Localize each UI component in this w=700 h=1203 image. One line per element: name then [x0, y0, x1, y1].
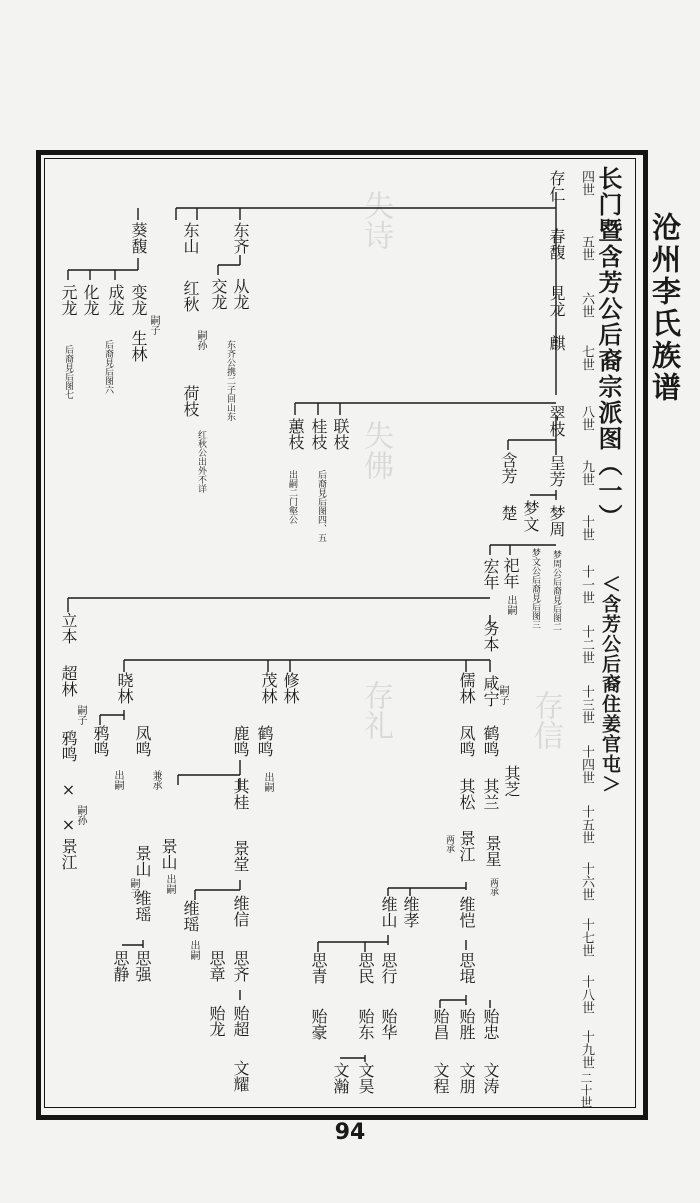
tag-ward: 嗣子	[148, 315, 159, 335]
book-title: 沧州李氏族谱	[648, 212, 682, 404]
person-fengming: 凤鸣	[457, 725, 476, 757]
person-jingtang: 景堂	[231, 840, 250, 872]
person-bianlong: 变龙	[129, 284, 148, 316]
person-lianzhi: 联枝	[331, 418, 350, 450]
tag-chuji: 出嗣	[164, 874, 175, 894]
person-rulin: 儒林	[457, 672, 476, 704]
person-yuanlong: 元龙	[59, 284, 78, 316]
person-huizhi: 蕙枝	[286, 418, 305, 450]
person-heming: 鹤鸣	[481, 725, 500, 757]
note-hongqiu: 红秋公出外不详	[196, 430, 206, 493]
note-tu7: 后裔見后图七	[63, 345, 73, 399]
person-hualong: 化龙	[81, 284, 100, 316]
note-chuji: 出嗣二门壑公	[287, 470, 297, 524]
generation-label: 二十世	[579, 1072, 593, 1108]
person-jingjiang-left: 景江	[59, 838, 78, 870]
person-yichao: 贻超	[231, 1005, 250, 1037]
person-siqing: 思青	[309, 952, 328, 984]
note-tu6: 后裔見后图六	[103, 340, 113, 394]
person-wenyao: 文耀	[231, 1060, 250, 1092]
person-kuifu: 葵馥	[129, 222, 148, 254]
generation-label: 十二世	[579, 625, 594, 664]
person-weixin: 维信	[231, 895, 250, 927]
person-qi: 麒	[547, 335, 566, 351]
person-weikai: 维恺	[457, 896, 476, 928]
person-cuizhi: 翠枝	[547, 405, 566, 437]
person-sikun: 思堒	[457, 952, 476, 984]
person-liben: 立本	[59, 612, 78, 644]
person-wenhao: 文昊	[356, 1062, 375, 1094]
bleed-through: 存礼	[358, 680, 393, 740]
person-chaolin: 超林	[59, 665, 78, 697]
tag-ward-grandson: 嗣孙	[75, 805, 86, 825]
bleed-through: 失诗	[358, 190, 393, 250]
person-qisong: 其松	[457, 778, 476, 810]
person-wenyu: 文瀚	[331, 1062, 350, 1094]
generation-label: 八世	[579, 405, 594, 431]
person-qigui: 其桂	[231, 778, 250, 810]
person-cunren: 存仁	[547, 170, 566, 202]
bleed-through: 失佛	[358, 420, 393, 480]
person-hongnian: 宏年	[481, 558, 500, 590]
person-unknown: ×	[59, 780, 78, 799]
person-sizhang: 思章	[207, 950, 226, 982]
generation-label: 十三世	[579, 685, 594, 724]
person-jingxing: 景星	[483, 835, 502, 867]
person-yichang: 贻昌	[431, 1008, 450, 1040]
generation-label: 七世	[579, 345, 594, 371]
person-jingjiang: 景江	[457, 830, 476, 862]
person-sixing: 思行	[379, 952, 398, 984]
generation-label: 九世	[579, 460, 594, 486]
generation-label: 十六世	[579, 862, 594, 901]
tag-chuji: 出嗣	[112, 770, 123, 790]
person-sijing: 思静	[111, 950, 130, 982]
chart-subtitle: ＜含芳公后裔住姜官屯＞	[599, 574, 621, 794]
person-jingshan2: 景山	[159, 838, 178, 870]
generation-label: 十九世	[579, 1030, 594, 1069]
person-yihao: 贻豪	[309, 1008, 328, 1040]
person-yaming2: 鸦鸣	[91, 725, 110, 757]
generation-label: 六世	[579, 292, 594, 318]
person-hongqiu: 红秋	[181, 280, 200, 312]
person-weixiao: 维孝	[401, 896, 420, 928]
person-siqi: 思齐	[231, 950, 250, 982]
generation-label: 十五世	[579, 805, 594, 844]
person-yisheng: 贻胜	[457, 1008, 476, 1040]
person-wencheng: 文程	[431, 1062, 450, 1094]
person-weiyao: 维瑶	[133, 890, 152, 922]
person-fengming-left: 凤鸣	[133, 725, 152, 757]
note-tu45: 后裔見后图四、五	[316, 470, 326, 542]
generation-label: 十一世	[579, 565, 594, 604]
tag-ward-grandson: 嗣孙	[195, 330, 206, 350]
person-heming-left: 鹤鸣	[255, 725, 274, 757]
person-yihua: 贻华	[379, 1008, 398, 1040]
person-chenglong: 成龙	[106, 284, 125, 316]
person-yaming: 鸦鸣	[59, 730, 78, 762]
person-luming: 鹿鸣	[231, 725, 250, 757]
person-unknown: ×	[59, 815, 78, 834]
person-dongshan: 东山	[181, 222, 200, 254]
tag-chuji: 出嗣	[262, 772, 273, 792]
generation-label: 十八世	[579, 975, 594, 1014]
person-xiulin: 修林	[281, 672, 300, 704]
person-wuben: 务本	[481, 620, 500, 652]
person-guizhi: 桂枝	[309, 418, 328, 450]
tag-ward: 嗣子	[128, 878, 139, 898]
person-weiyao2: 维瑶	[181, 900, 200, 932]
person-hanfang: 含芳	[499, 452, 518, 484]
person-wenming: 文朋	[457, 1062, 476, 1094]
person-yizhong: 贻忠	[481, 1008, 500, 1040]
person-mengwen: 梦文	[521, 500, 540, 532]
page-number: 94	[334, 1120, 366, 1145]
generation-label: 十四世	[579, 745, 594, 784]
person-yilong: 贻龙	[207, 1005, 226, 1037]
note-liangcheng: 两承	[488, 878, 498, 896]
person-qizhi: 其芝	[502, 765, 521, 797]
tag-chuji: 出嗣	[188, 940, 199, 960]
person-sinian: 祀年	[501, 557, 520, 589]
person-dongqi: 东齐	[231, 222, 250, 254]
tag-jiancheng: 兼承	[150, 770, 161, 790]
generation-label: 十七世	[579, 918, 594, 957]
generation-label: 四世	[579, 170, 594, 196]
tag-ward: 嗣子	[75, 705, 86, 725]
person-xiaolin: 晓林	[115, 672, 134, 704]
person-qilan: 其兰	[481, 778, 500, 810]
note-tu2: 梦周公后裔見后图二	[551, 550, 561, 631]
chart-title: 长门暨含芳公后裔宗派图（一）	[594, 166, 623, 530]
person-hezhi: 荷枝	[181, 385, 200, 417]
tag-chuji: 出嗣	[505, 595, 516, 615]
person-chengfang: 呈芳	[547, 455, 566, 487]
generation-label: 十世	[579, 515, 594, 541]
person-xianning: 咸宁	[481, 675, 500, 707]
person-yidong: 贻东	[356, 1008, 375, 1040]
person-simin: 思民	[356, 952, 375, 984]
person-jingshan: 景山	[133, 845, 152, 877]
person-chunfu: 春馥	[547, 228, 566, 260]
note-liangcheng: 两承	[444, 835, 454, 853]
person-weishan: 维山	[379, 896, 398, 928]
bleed-through: 存信	[528, 690, 563, 750]
generation-label: 五世	[579, 235, 594, 261]
person-jianlong: 見龙	[547, 285, 566, 317]
person-conglong: 从龙	[231, 278, 250, 310]
tag-ward: 嗣子	[497, 685, 508, 705]
person-shenglin: 生林	[129, 330, 148, 362]
note-dongqi: 东齐公携二子回山东	[225, 340, 235, 421]
person-maolin: 茂林	[259, 672, 278, 704]
note-tu3: 梦文公后裔見后图三	[530, 548, 540, 629]
person-chu: 楚	[499, 505, 518, 521]
person-jiaolong: 交龙	[209, 278, 228, 310]
person-wentao: 文涛	[481, 1062, 500, 1094]
person-mengzhou: 梦周	[547, 505, 566, 537]
person-siqiang: 思强	[133, 950, 152, 982]
